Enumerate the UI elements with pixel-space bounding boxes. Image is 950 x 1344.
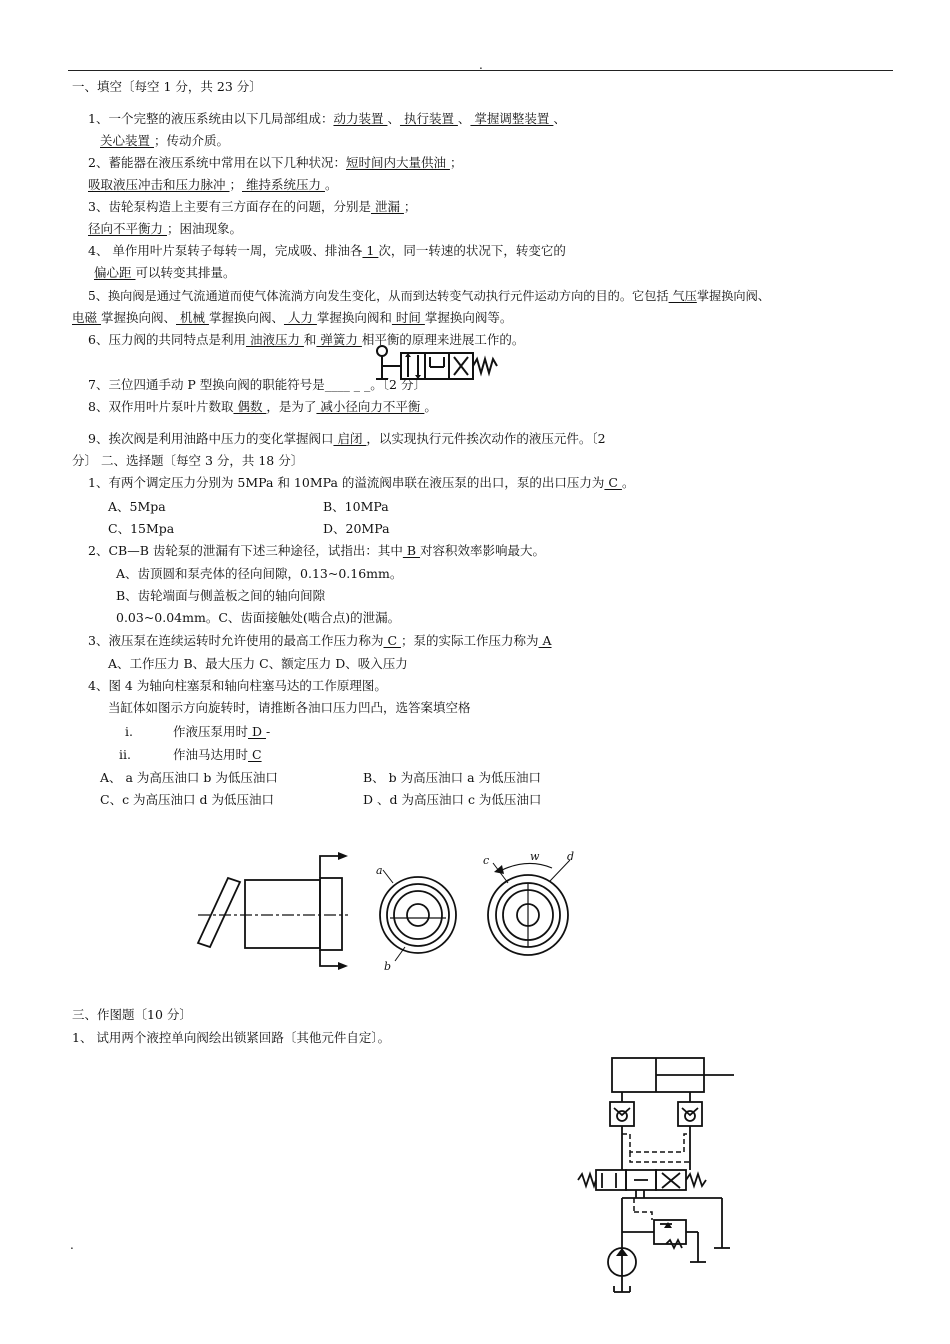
locking-circuit-diagram <box>572 1052 742 1314</box>
header-rule <box>68 70 893 71</box>
q1-4: 4、 单作用叶片泵转子每转一周，完成吸、排油各 1 次，同一转速的状况下，转变它的 <box>88 243 566 258</box>
answer: 1 <box>362 243 379 258</box>
q2-3-options: A、工作压力 B、最大压力 C、额定压力 D、吸入压力 <box>108 656 408 671</box>
answer: 油液压力 <box>245 332 304 347</box>
q1-1: 1、一个完整的液压系统由以下几局部组成：动力装置 、 执行装置 、 掌握调整装置 、 <box>88 111 566 126</box>
q2-4-ii: 作油马达用时 C <box>173 747 262 762</box>
label-d: d <box>567 850 575 863</box>
axial-piston-figure <box>190 848 590 973</box>
answer: 偶数 <box>233 399 267 414</box>
q1-2: 2、蓄能器在液压系统中常用在以下几种状况：短时间内大量供油 ； <box>88 155 463 170</box>
q2-4-i-num: i. <box>125 724 133 739</box>
q1-6: 6、压力阀的共同特点是利用 油液压力 和 弹簧力 相平衡的原理来进展工作的。 <box>88 332 525 347</box>
q1-9-cont-section2-title: 分〕 二、选择题〔每空 3 分，共 18 分〕 <box>72 453 304 468</box>
q2-4-option-b: B、 b 为高压油口 a 为低压油口 <box>363 770 542 785</box>
answer: 关心装置 <box>100 133 154 148</box>
answer: 短时间内大量供油 <box>345 155 450 170</box>
section3-title: 三、作图题〔10 分〕 <box>72 1007 192 1022</box>
q2-2-option-a: A、齿顶圆和泵壳体的径向间隙，0.13~0.16mm。 <box>116 566 403 581</box>
q3-1: 1、 试用两个液控单向阀绘出锁紧回路〔其他元件自定〕。 <box>72 1030 391 1045</box>
answer: A <box>538 633 552 648</box>
q2-2-option-b: B、齿轮端面与侧盖板之间的轴向间隙 <box>116 588 326 603</box>
label-c: c <box>483 854 490 867</box>
q1-4-cont: 偏心距 可以转变其排量。 <box>94 265 236 280</box>
answer: 机械 <box>176 310 209 325</box>
q1-5: 5、换向阀是通过气流通道而使气体流淌方向发生变化，从而到达转变气动执行元件运动方向的目的。它包括 气压掌握换向阀、 <box>88 289 770 303</box>
q1-3-cont: 径向不平衡力 ；困油现象。 <box>88 221 242 236</box>
q2-2: 2、CB—B 齿轮泵的泄漏有下述三种途径，试指出：其中 B 对容积效率影响最大。 <box>88 543 546 558</box>
q2-1-option-a: A、5Mpa <box>108 499 166 514</box>
q1-7: 7、三位四通手动 P 型换向阀的职能符号是____ _ _。〔2 分〕 <box>88 377 426 392</box>
footer-dot: . <box>70 1238 74 1252</box>
answer: 偏心距 <box>94 265 136 280</box>
q2-1: 1、有两个调定压力分别为 5MPa 和 10MPa 的溢流阀串联在液压泵的出口，泵的出口压力为 C 。 <box>88 475 635 490</box>
q1-8: 8、双作用叶片泵叶片数取 偶数 ，是为了 减小径向力不平衡 。 <box>88 399 437 414</box>
section1-title: 一、填空〔每空 1 分，共 23 分〕 <box>72 79 262 94</box>
answer: 时间 <box>391 310 425 325</box>
q1-2-cont: 吸取液压冲击和压力脉冲 ； 维持系统压力 。 <box>88 177 338 192</box>
q1-1-cont: 关心装置 ；传动介质。 <box>100 133 229 148</box>
answer: 径向不平衡力 <box>88 221 167 236</box>
answer: 人力 <box>283 310 317 325</box>
q1-9: 9、挨次阀是利用油路中压力的变化掌握阀口 启闭 ，以实现执行元件挨次动作的液压元件。〔2 <box>88 431 606 446</box>
answer: 减小径向力不平衡 <box>316 399 425 414</box>
answer: 执行装置 <box>399 111 458 126</box>
answer: C <box>248 747 262 762</box>
q2-2-option-c: 0.03~0.04mm。C、齿面接触处(啮合点)的泄漏。 <box>116 610 401 625</box>
answer: 维持系统压力 <box>242 177 325 192</box>
answer: 弹簧力 <box>316 332 362 347</box>
answer: 动力装置 <box>333 111 388 126</box>
label-w: w <box>530 850 540 863</box>
q2-3: 3、液压泵在连续运转时允许使用的最高工作压力称为 C ；泵的实际工作压力称为 A <box>88 633 552 648</box>
q2-1-option-d: D、20MPa <box>323 521 390 536</box>
answer: 吸取液压冲击和压力脉冲 <box>88 177 230 192</box>
answer: 电磁 <box>72 310 101 325</box>
q1-3: 3、齿轮泵构造上主要有三方面存在的问题，分别是 泄漏 ； <box>88 199 417 214</box>
q2-4-i: 作液压泵用时 D - <box>173 724 271 739</box>
answer: 启闭 <box>333 431 367 446</box>
answer: C <box>383 633 401 648</box>
answer: 气压 <box>668 289 697 303</box>
header-dot: . <box>479 58 483 72</box>
q2-4-option-d: D 、d 为高压油口 c 为低压油口 <box>363 792 542 807</box>
q2-4-option-a: A、 a 为高压油口 b 为低压油口 <box>100 770 278 785</box>
label-b: b <box>384 960 392 973</box>
q2-4: 4、图 4 为轴向柱塞泵和轴向柱塞马达的工作原理图。 <box>88 678 387 693</box>
answer: B <box>402 543 421 558</box>
q2-1-option-b: B、10MPa <box>323 499 389 514</box>
answer: 掌握调整装置 <box>470 111 554 126</box>
q2-4-ii-num: ii. <box>119 747 131 762</box>
q2-1-option-c: C、15Mpa <box>108 521 175 536</box>
q2-4-instruction: 当缸体如图示方向旋转时，请推断各油口压力凹凸，选答案填空格 <box>108 700 471 715</box>
answer: C <box>604 475 622 490</box>
label-a: a <box>376 864 383 877</box>
q2-4-option-c: C、c 为高压油口 d 为低压油口 <box>100 792 274 807</box>
answer: 泄漏 <box>370 199 404 214</box>
q1-5-cont: 电磁 掌握换向阀、 机械 掌握换向阀、 人力 掌握换向阀和 时间 掌握换向阀等。 <box>72 310 513 325</box>
answer-blank: ____ _ _ <box>324 377 371 392</box>
answer: D <box>248 724 266 739</box>
